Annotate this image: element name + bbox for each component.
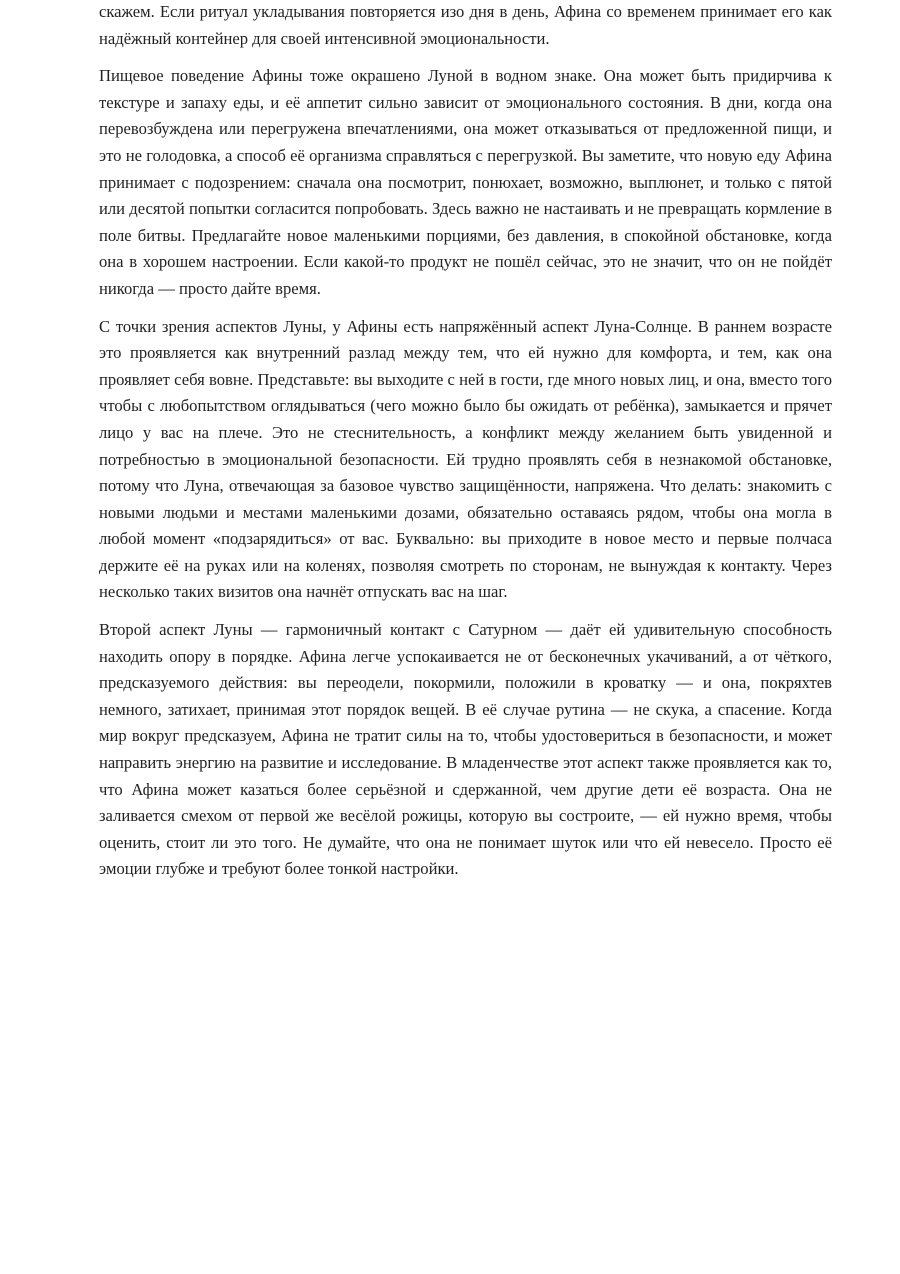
document-page: [99, 0, 832, 894]
paragraph-ritual-continuation: скажем. Если ритуал укладывания повторяется изо дня в день, Афина со временем принимает его как надёжный контейнер для своей интенсивной эмоциональности.: [99, 2, 832, 48]
paragraph-moon-saturn-aspect: Второй аспект Луны — гармоничный контакт с Сатурном — даёт ей удивительную способность находить опору в порядке. Афина легче успокаивается не от бесконечных укачиваний, а от чёткого, предсказуемого действия: вы переодели, покормили, положили в кроватку — и она, покряхтев немного, затихает, принимая этот порядок вещей. В её случае рутина — не скука, а спасение. Когда мир вокруг предсказуем, Афина не тратит силы на то, чтобы удостовериться в безопасности, и может направить энергию на развитие и исследование. В младенчестве этот аспект также проявляется как то, что Афина может казаться более серьёзной и сдержанной, чем другие дети её возраста. Она не заливается смехом от первой же весёлой рожицы, которую вы состроите, — ей нужно время, чтобы оценить, стоит ли это того. Не думайте, что она не понимает шуток или что ей невесело. Просто её эмоции глубже и требуют более тонкой настройки.: [99, 620, 832, 879]
paragraph-moon-sun-aspect: С точки зрения аспектов Луны, у Афины есть напряжённый аспект Луна-Солнце. В раннем возрасте это проявляется как внутренний разлад между тем, что ей нужно для комфорта, и тем, как она проявляет себя вовне. Представьте: вы выходите с ней в гости, где много новых лиц, и она, вместо того чтобы с любопытством оглядываться (чего можно было бы ожидать от ребёнка), замыкается и прячет лицо у вас на плече. Это не стеснительность, а конфликт между желанием быть увиденной и потребностью в эмоциональной безопасности. Ей трудно проявлять себя в незнакомой обстановке, потому что Луна, отвечающая за базовое чувство защищённости, напряжена. Что делать: знакомить с новыми людьми и местами маленькими дозами, обязательно оставаясь рядом, чтобы она могла в любой момент «подзарядиться» от вас. Буквально: вы приходите в новое место и первые полчаса держите её на руках или на коленях, позволяя смотреть по сторонам, не вынуждая к контакту. Через несколько таких визитов она начнёт отпускать вас на шаг.: [99, 316, 832, 602]
paragraph-eating-behavior: Пищевое поведение Афины тоже окрашено Луной в водном знаке. Она может быть придирчива к текстуре и запаху еды, и её аппетит сильно зависит от эмоционального состояния. В дни, когда она перевозбуждена или перегружена впечатлениями, она может отказываться от предложенной пищи, и это не голодовка, а способ её организма справляться с перегрузкой. Вы заметите, что новую еду Афина принимает с подозрением: сначала она посмотрит, понюхает, возможно, выплюнет, и только с пятой или десятой попытки согласится попробовать. Здесь важно не настаивать и не превращать кормление в поле битвы. Предлагайте новое маленькими порциями, без давления, в спокойной обстановке, когда она в хорошем настроении. Если какой-то продукт не пошёл сейчас, это не значит, что он не пойдёт никогда — просто дайте время.: [99, 66, 832, 298]
